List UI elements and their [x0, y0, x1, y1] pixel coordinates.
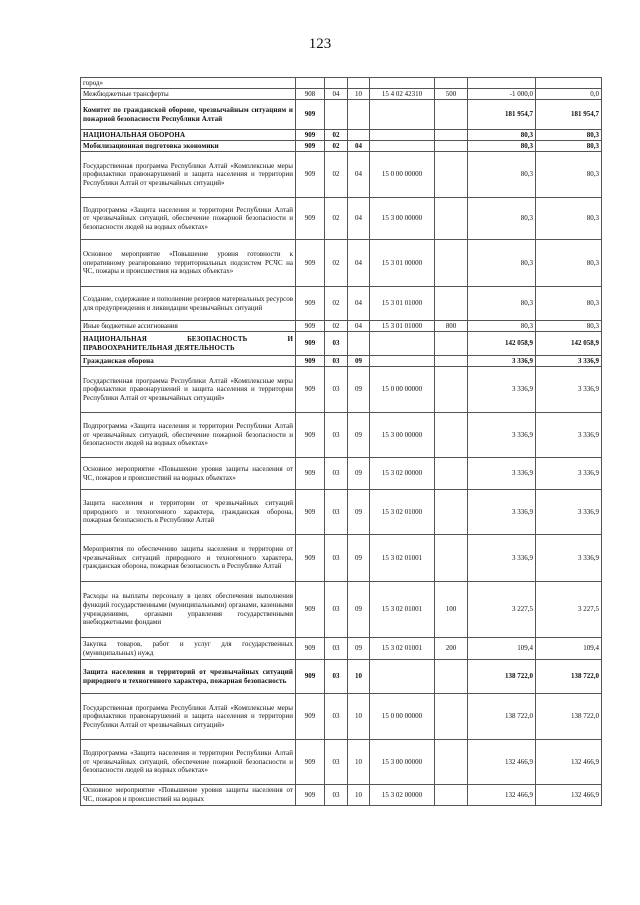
row-ministry-code: 909: [296, 535, 325, 582]
row-amount-year-2: 3 336,9: [536, 490, 602, 535]
row-name: Государственная программа Республики Алтай «Комплексные меры профилактики правонарушений и защита населения и территории Республики Алтай от чрезвычайных ситуаций»: [81, 152, 296, 198]
row-target-article: 15 3 02 01001: [370, 535, 435, 582]
row-ministry-code: 909: [296, 694, 325, 740]
page-number: 123: [308, 36, 332, 52]
row-section: 03: [325, 694, 348, 740]
table-row: [81, 78, 602, 89]
row-expense-type: [435, 198, 468, 240]
row-name: НАЦИОНАЛЬНАЯ ОБОРОНА: [81, 130, 296, 141]
row-amount-year-2: 3 336,9: [536, 458, 602, 490]
row-ministry-code: [296, 78, 325, 89]
row-section: 03: [325, 490, 348, 535]
row-section: [325, 100, 348, 130]
row-target-article: [370, 100, 435, 130]
row-target-article: 15 3 01 01000: [370, 287, 435, 321]
row-amount-year-1: -1 000,0: [468, 89, 536, 100]
row-name: Подпрограмма «Защита населения и территории Республики Алтай от чрезвычайных ситуаций, обеспечение пожарной безопасности и безопасности людей на водных объектах»: [81, 740, 296, 785]
row-amount-year-2: 142 058,9: [536, 332, 602, 356]
row-expense-type: [435, 152, 468, 198]
row-section: 03: [325, 638, 348, 660]
row-section: 03: [325, 582, 348, 638]
table-row: [81, 130, 602, 141]
row-section: 03: [325, 740, 348, 785]
table-row: [81, 321, 602, 332]
row-name: Подпрограмма «Защита населения и территории Республики Алтай от чрезвычайных ситуаций, обеспечение пожарной безопасности и безопасности людей на водных объектах»: [81, 413, 296, 458]
row-amount-year-1: 3 336,9: [468, 356, 536, 367]
row-subsection: 09: [348, 367, 370, 413]
row-section: 03: [325, 785, 348, 806]
table-row: [81, 152, 602, 198]
table-row: [81, 240, 602, 287]
row-subsection: 10: [348, 740, 370, 785]
row-subsection: 09: [348, 356, 370, 367]
row-ministry-code: 909: [296, 152, 325, 198]
table-row: [81, 535, 602, 582]
row-amount-year-1: 132 466,9: [468, 740, 536, 785]
row-amount-year-1: 3 227,5: [468, 582, 536, 638]
row-subsection: [348, 100, 370, 130]
row-name: Государственная программа Республики Алтай «Комплексные меры профилактики правонарушений и защита населения и территории Республики Алтай от чрезвычайных ситуаций»: [81, 694, 296, 740]
row-amount-year-1: 80,3: [468, 240, 536, 287]
row-subsection: 09: [348, 535, 370, 582]
row-section: 03: [325, 413, 348, 458]
row-amount-year-1: 109,4: [468, 638, 536, 660]
row-amount-year-1: 80,3: [468, 287, 536, 321]
table-row: [81, 100, 602, 130]
row-target-article: 15 3 02 01001: [370, 582, 435, 638]
row-subsection: 09: [348, 638, 370, 660]
row-amount-year-2: 80,3: [536, 287, 602, 321]
row-expense-type: [435, 287, 468, 321]
row-ministry-code: 909: [296, 240, 325, 287]
table-row: [81, 694, 602, 740]
row-ministry-code: 909: [296, 413, 325, 458]
row-amount-year-1: 3 336,9: [468, 458, 536, 490]
row-target-article: [370, 78, 435, 89]
row-expense-type: [435, 490, 468, 535]
row-ministry-code: 909: [296, 785, 325, 806]
row-target-article: 15 3 02 00000: [370, 458, 435, 490]
row-subsection: 04: [348, 141, 370, 152]
table-row: [81, 490, 602, 535]
row-name: Расходы на выплаты персоналу в целях обеспечения выполнения функций государственными (муниципальными) органами, казенными учреждениями, органами управления государственными внебюджетными фондами: [81, 582, 296, 638]
row-subsection: 10: [348, 694, 370, 740]
row-expense-type: 200: [435, 638, 468, 660]
row-expense-type: [435, 78, 468, 89]
table-row: [81, 198, 602, 240]
row-subsection: 09: [348, 582, 370, 638]
row-name: НАЦИОНАЛЬНАЯ БЕЗОПАСНОСТЬ И ПРАВООХРАНИТЕЛЬНАЯ ДЕЯТЕЛЬНОСТЬ: [81, 332, 296, 356]
row-subsection: 04: [348, 152, 370, 198]
budget-table-body: [81, 78, 602, 806]
row-subsection: 04: [348, 198, 370, 240]
row-ministry-code: 908: [296, 89, 325, 100]
row-amount-year-2: [536, 78, 602, 89]
row-section: 02: [325, 287, 348, 321]
row-section: [325, 78, 348, 89]
row-target-article: 15 0 00 00000: [370, 367, 435, 413]
row-target-article: [370, 130, 435, 141]
row-expense-type: [435, 141, 468, 152]
row-amount-year-2: 138 722,0: [536, 660, 602, 694]
table-row: [81, 141, 602, 152]
row-subsection: 10: [348, 660, 370, 694]
row-name: Создание, содержание и пополнение резервов материальных ресурсов для предупреждения и ликвидации чрезвычайных ситуаций: [81, 287, 296, 321]
row-amount-year-2: 0,0: [536, 89, 602, 100]
row-expense-type: [435, 356, 468, 367]
row-subsection: [348, 332, 370, 356]
table-row: [81, 660, 602, 694]
row-target-article: 15 3 02 01000: [370, 490, 435, 535]
row-target-article: 15 3 02 00000: [370, 785, 435, 806]
row-target-article: [370, 660, 435, 694]
budget-table: [80, 77, 602, 806]
row-expense-type: [435, 740, 468, 785]
row-amount-year-2: 181 954,7: [536, 100, 602, 130]
row-ministry-code: 909: [296, 130, 325, 141]
row-expense-type: [435, 785, 468, 806]
row-name: Государственная программа Республики Алтай «Комплексные меры профилактики правонарушений и защита населения и территории Республики Алтай от чрезвычайных ситуаций»: [81, 367, 296, 413]
table-row: [81, 582, 602, 638]
row-target-article: [370, 332, 435, 356]
table-row: [81, 367, 602, 413]
row-expense-type: [435, 660, 468, 694]
row-expense-type: [435, 367, 468, 413]
row-target-article: [370, 356, 435, 367]
row-ministry-code: 909: [296, 321, 325, 332]
row-section: 03: [325, 356, 348, 367]
table-row: [81, 332, 602, 356]
row-ministry-code: 909: [296, 660, 325, 694]
table-row: [81, 740, 602, 785]
row-amount-year-2: 132 466,9: [536, 740, 602, 785]
row-subsection: [348, 130, 370, 141]
row-expense-type: [435, 413, 468, 458]
row-subsection: 09: [348, 458, 370, 490]
row-expense-type: [435, 100, 468, 130]
row-amount-year-1: 3 336,9: [468, 413, 536, 458]
row-section: 02: [325, 240, 348, 287]
row-subsection: 04: [348, 287, 370, 321]
row-name: Закупка товаров, работ и услуг для государственных (муниципальных) нужд: [81, 638, 296, 660]
row-subsection: 09: [348, 413, 370, 458]
row-subsection: [348, 78, 370, 89]
row-ministry-code: 909: [296, 141, 325, 152]
row-expense-type: 800: [435, 321, 468, 332]
row-section: 02: [325, 152, 348, 198]
row-section: 03: [325, 332, 348, 356]
row-expense-type: [435, 535, 468, 582]
row-section: 02: [325, 198, 348, 240]
row-amount-year-2: 132 466,9: [536, 785, 602, 806]
row-subsection: 10: [348, 89, 370, 100]
row-name: город»: [81, 78, 296, 89]
row-ministry-code: 909: [296, 332, 325, 356]
row-amount-year-1: 138 722,0: [468, 694, 536, 740]
row-expense-type: [435, 694, 468, 740]
row-ministry-code: 909: [296, 490, 325, 535]
table-row: [81, 785, 602, 806]
table-row: [81, 458, 602, 490]
row-amount-year-1: [468, 78, 536, 89]
row-expense-type: 500: [435, 89, 468, 100]
row-amount-year-2: 80,3: [536, 240, 602, 287]
row-section: 02: [325, 130, 348, 141]
row-ministry-code: 909: [296, 356, 325, 367]
row-name: Подпрограмма «Защита населения и территории Республики Алтай от чрезвычайных ситуаций, обеспечение пожарной безопасности и безопасности людей на водных объектах»: [81, 198, 296, 240]
row-expense-type: 100: [435, 582, 468, 638]
row-name: Основное мероприятие «Повышение уровня защиты населения от ЧС, пожаров и происшествий на водных: [81, 785, 296, 806]
row-amount-year-2: 80,3: [536, 141, 602, 152]
row-target-article: 15 4 02 42310: [370, 89, 435, 100]
row-name: Мобилизационная подготовка экономики: [81, 141, 296, 152]
table-row: [81, 356, 602, 367]
row-subsection: 10: [348, 785, 370, 806]
table-row: [81, 413, 602, 458]
row-amount-year-1: 3 336,9: [468, 367, 536, 413]
row-ministry-code: 909: [296, 458, 325, 490]
row-section: 02: [325, 141, 348, 152]
row-name: Защита населения и территорий от чрезвычайных ситуаций природного и техногенного характера, пожарная безопасность: [81, 660, 296, 694]
row-amount-year-1: 80,3: [468, 130, 536, 141]
row-name: Иные бюджетные ассигнования: [81, 321, 296, 332]
row-section: 03: [325, 535, 348, 582]
row-amount-year-1: 80,3: [468, 198, 536, 240]
row-name: Гражданская оборона: [81, 356, 296, 367]
row-amount-year-1: 3 336,9: [468, 490, 536, 535]
row-amount-year-1: 138 722,0: [468, 660, 536, 694]
table-row: [81, 638, 602, 660]
row-ministry-code: 909: [296, 582, 325, 638]
row-amount-year-2: 3 336,9: [536, 535, 602, 582]
row-ministry-code: 909: [296, 740, 325, 785]
row-target-article: 15 3 00 00000: [370, 198, 435, 240]
row-amount-year-2: 109,4: [536, 638, 602, 660]
row-amount-year-2: 3 336,9: [536, 367, 602, 413]
row-amount-year-1: 132 466,9: [468, 785, 536, 806]
row-amount-year-2: 3 227,5: [536, 582, 602, 638]
row-amount-year-1: 80,3: [468, 152, 536, 198]
row-target-article: 15 3 01 01000: [370, 321, 435, 332]
row-section: 04: [325, 89, 348, 100]
row-amount-year-2: 138 722,0: [536, 694, 602, 740]
table-row: [81, 287, 602, 321]
row-ministry-code: 909: [296, 367, 325, 413]
row-name: Основное мероприятие «Повышение уровня защиты населения от ЧС, пожаров и происшествий на водных объектах»: [81, 458, 296, 490]
row-target-article: [370, 141, 435, 152]
row-amount-year-2: 3 336,9: [536, 413, 602, 458]
row-expense-type: [435, 458, 468, 490]
row-ministry-code: 909: [296, 287, 325, 321]
row-target-article: 15 3 01 00000: [370, 240, 435, 287]
row-name: Защита населения и территории от чрезвычайных ситуаций природного и техногенного характера, гражданская оборона, пожарная безопасность в Республике Алтай: [81, 490, 296, 535]
row-amount-year-2: 3 336,9: [536, 356, 602, 367]
row-target-article: 15 0 00 00000: [370, 694, 435, 740]
row-subsection: 04: [348, 240, 370, 287]
row-target-article: 15 3 02 01001: [370, 638, 435, 660]
row-section: 02: [325, 321, 348, 332]
row-amount-year-2: 80,3: [536, 130, 602, 141]
row-amount-year-1: 181 954,7: [468, 100, 536, 130]
row-subsection: 04: [348, 321, 370, 332]
row-section: 03: [325, 367, 348, 413]
row-name: Комитет по гражданской обороне, чрезвычайным ситуациям и пожарной безопасности Республики Алтай: [81, 100, 296, 130]
row-expense-type: [435, 240, 468, 287]
row-ministry-code: 909: [296, 100, 325, 130]
row-section: 03: [325, 458, 348, 490]
row-amount-year-2: 80,3: [536, 321, 602, 332]
row-subsection: 09: [348, 490, 370, 535]
row-name: Межбюджетные трансферты: [81, 89, 296, 100]
row-name: Основное мероприятие «Повышение уровня готовности к оперативному реагированию территориальных подсистем РСЧС на ЧС, пожары и происшествия на водных объектах»: [81, 240, 296, 287]
row-amount-year-2: 80,3: [536, 198, 602, 240]
row-amount-year-1: 3 336,9: [468, 535, 536, 582]
row-ministry-code: 909: [296, 198, 325, 240]
row-section: 03: [325, 660, 348, 694]
row-target-article: 15 3 00 00000: [370, 740, 435, 785]
row-target-article: 15 0 00 00000: [370, 152, 435, 198]
row-ministry-code: 909: [296, 638, 325, 660]
row-amount-year-1: 142 058,9: [468, 332, 536, 356]
row-amount-year-1: 80,3: [468, 141, 536, 152]
row-amount-year-1: 80,3: [468, 321, 536, 332]
row-name: Мероприятия по обеспечению защиты населения и территории от чрезвычайных ситуаций природного и техногенного характера, гражданская оборона, пожарная безопасность в Республике Алтай: [81, 535, 296, 582]
row-expense-type: [435, 332, 468, 356]
row-amount-year-2: 80,3: [536, 152, 602, 198]
row-target-article: 15 3 00 00000: [370, 413, 435, 458]
table-row: [81, 89, 602, 100]
row-expense-type: [435, 130, 468, 141]
